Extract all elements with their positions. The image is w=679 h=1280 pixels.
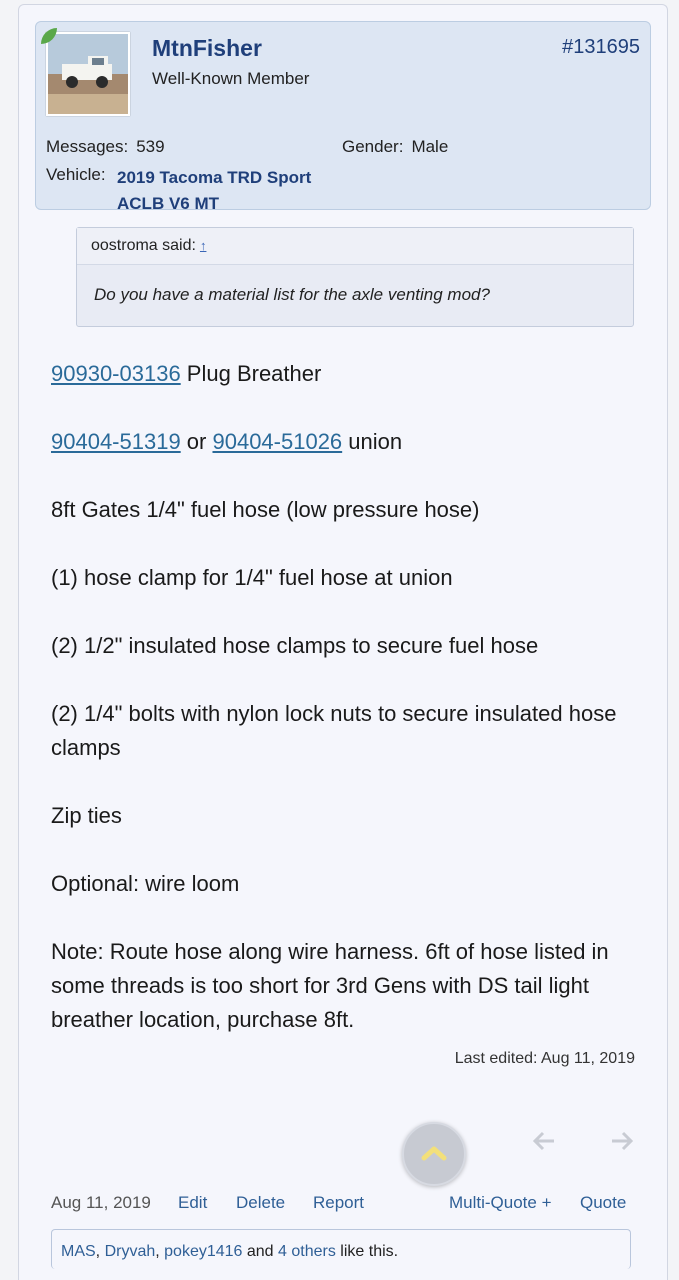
vehicle-label: Vehicle: xyxy=(46,165,106,184)
quote-source-arrow-icon[interactable]: ↑ xyxy=(199,238,207,253)
post-text: or xyxy=(180,429,213,454)
arrow-left-icon[interactable] xyxy=(531,1130,557,1152)
post-line: Optional: wire loom xyxy=(51,871,240,896)
post-line: (2) 1/4" bolts with nylon lock nuts to secure insulated hose clamps xyxy=(51,701,617,760)
like-user-link[interactable]: pokey1416 xyxy=(164,1243,243,1260)
post-container xyxy=(18,4,668,1280)
messages-stat xyxy=(46,137,165,157)
post-line xyxy=(51,357,641,391)
last-edited: Last edited: Aug 11, 2019 xyxy=(454,1050,635,1067)
messages-label: Messages: xyxy=(46,137,129,156)
avatar[interactable] xyxy=(46,32,130,116)
post-number-link[interactable]: #131695 xyxy=(562,36,640,58)
like-user-link[interactable]: Dryvah xyxy=(104,1243,156,1260)
likes-separator: , xyxy=(155,1243,165,1260)
gender-stat xyxy=(342,137,448,157)
vehicle-link[interactable]: 2019 Tacoma TRD Sport ACLB V6 MT xyxy=(117,168,312,213)
quote-button[interactable]: Quote xyxy=(580,1193,627,1212)
post-line: (1) hose clamp for 1/4" fuel hose at union xyxy=(51,565,453,590)
likes-suffix: like this. xyxy=(335,1243,399,1260)
post-date[interactable]: Aug 11, 2019 xyxy=(51,1193,151,1212)
like-user-link[interactable]: MAS xyxy=(61,1243,96,1260)
likes-bar xyxy=(51,1229,631,1269)
post-body xyxy=(51,357,641,1071)
part-link-union-b[interactable]: 90404-51026 xyxy=(212,429,343,454)
arrow-right-icon[interactable] xyxy=(609,1130,635,1152)
part-link-breather[interactable]: 90930-03136 xyxy=(51,361,181,386)
quote-author: oostroma said: xyxy=(91,237,196,254)
chevron-up-icon xyxy=(420,1144,448,1162)
messages-value: 539 xyxy=(136,137,165,156)
quote-block xyxy=(76,227,634,327)
user-info-card xyxy=(35,21,651,213)
gender-value: Male xyxy=(411,137,449,156)
post-line: (2) 1/2" insulated hose clamps to secure fuel hose xyxy=(51,633,539,658)
scroll-top-button[interactable] xyxy=(402,1122,466,1186)
likes-separator: , xyxy=(95,1243,105,1260)
part-link-union-a[interactable]: 90404-51319 xyxy=(51,429,181,454)
post-text: Plug Breather xyxy=(180,361,322,386)
edit-button[interactable]: Edit xyxy=(178,1193,208,1212)
user-title: Well-Known Member xyxy=(152,69,310,88)
quote-text: Do you have a material list for the axle venting mod? xyxy=(94,285,490,304)
username[interactable]: MtnFisher xyxy=(152,35,262,61)
report-button[interactable]: Report xyxy=(313,1193,365,1212)
post-line: 8ft Gates 1/4" fuel hose (low pressure hose) xyxy=(51,497,480,522)
post-text: union xyxy=(342,429,403,454)
likes-and: and xyxy=(242,1243,279,1260)
post-line: Note: Route hose along wire harness. 6ft of hose listed in some threads is too short for 3rd Gens with DS tail light breather location, purchase 8ft. xyxy=(51,939,609,1032)
multi-quote-button[interactable]: Multi-Quote + xyxy=(449,1193,552,1212)
likes-others-link[interactable]: 4 others xyxy=(278,1243,336,1260)
avatar-wrapper[interactable] xyxy=(46,32,130,116)
gender-label: Gender: xyxy=(342,137,404,156)
post-line xyxy=(51,425,641,459)
quote-header xyxy=(77,228,633,265)
avatar-truck-image xyxy=(48,34,128,114)
post-line: Zip ties xyxy=(51,803,122,828)
delete-button[interactable]: Delete xyxy=(236,1193,286,1212)
